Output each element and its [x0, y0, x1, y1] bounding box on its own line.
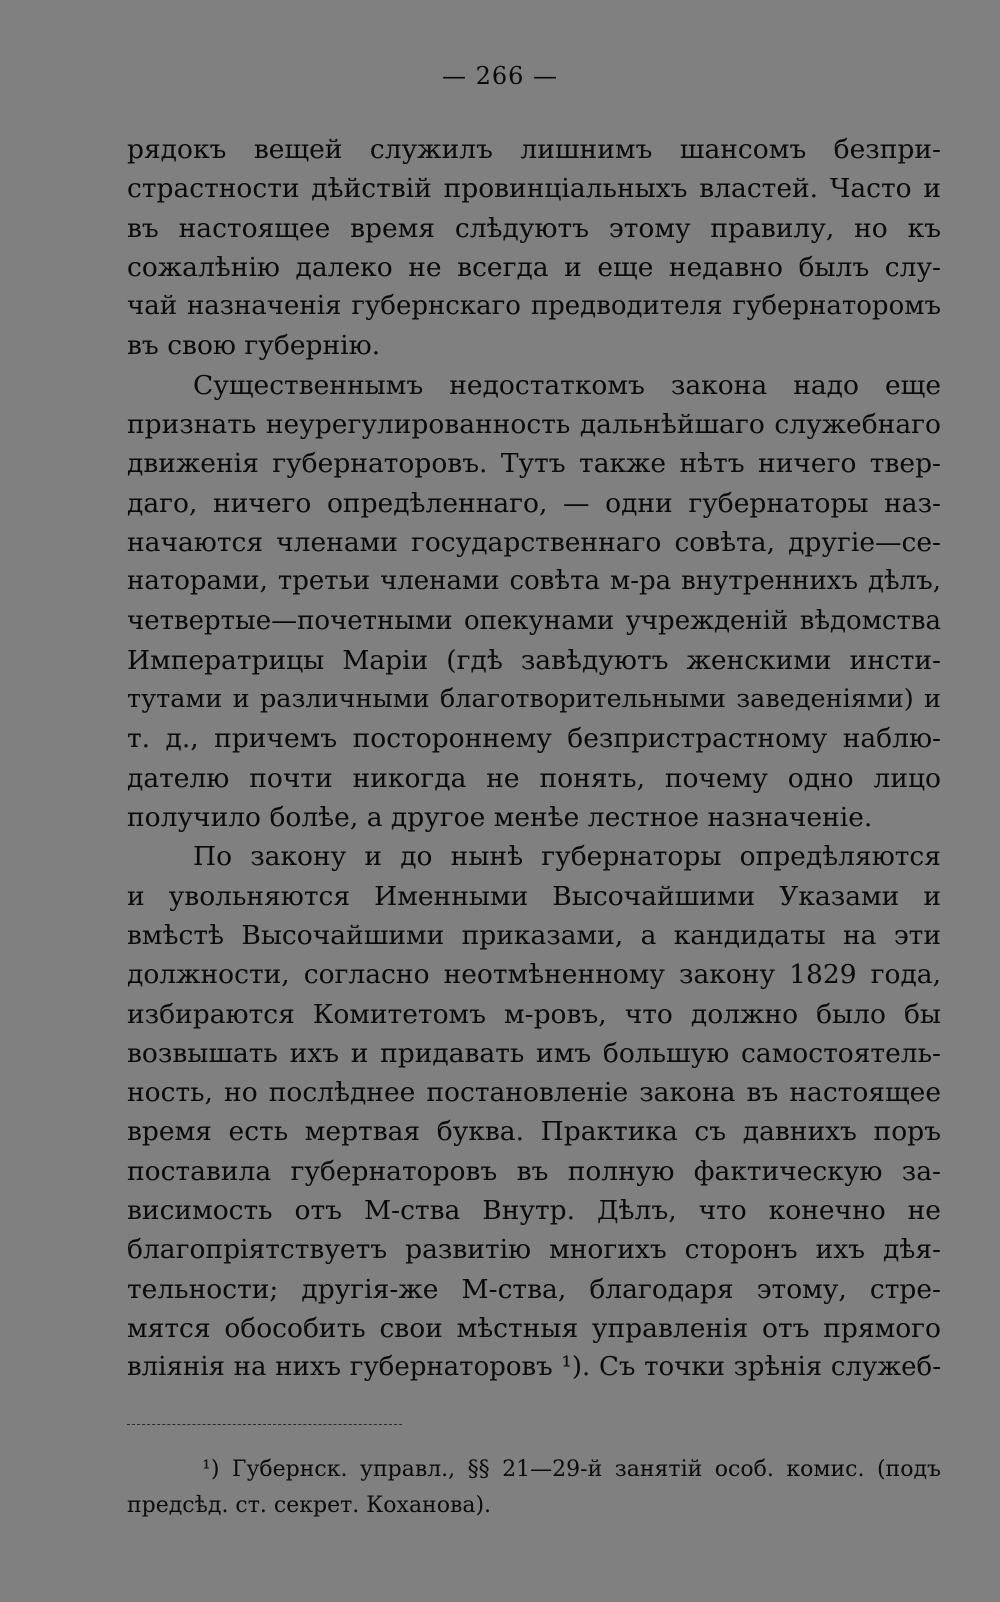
text-line: Существеннымъ недостаткомъ закона надо еще — [193, 369, 941, 401]
text-line: и увольняются Именными Высочайшими Указами и — [127, 880, 941, 912]
text-line: наторами, третьи членами совѣта м-ра внутреннихъ дѣлъ, — [127, 566, 941, 597]
text-line: благопріятствуетъ развитію многихъ сторонъ ихъ дѣя- — [127, 1234, 941, 1266]
text-line: поставила губернаторовъ въ полную фактическую за- — [127, 1155, 941, 1187]
text-line: висимость отъ М-ства Внутр. Дѣлъ, что конечно не — [127, 1195, 941, 1227]
footnote-line: ¹) Губернск. управл., §§ 21—29-й занятій особ. комис. (подъ — [202, 1457, 941, 1482]
text-line: дателю почти никогда не понять, почему одно лицо — [127, 762, 941, 794]
text-line: возвышать ихъ и придавать имъ большую самостоятель- — [127, 1037, 941, 1069]
body-text — [127, 130, 941, 1388]
text-line: получило болѣе, а другое менѣе лестное назначеніе. — [127, 802, 873, 834]
text-line: избираются Комитетомъ м-ровъ, что должно было бы — [127, 998, 941, 1030]
text-line: движенія губернаторовъ. Тутъ также нѣтъ ничего твер- — [127, 448, 941, 480]
footnotes — [127, 1452, 941, 1524]
text-line: тельности; другія-же М-ства, благодаря этому, стре- — [127, 1273, 941, 1305]
footnote-separator — [127, 1424, 402, 1425]
text-line: рядокъ вещей служилъ лишнимъ шансомъ безпри- — [127, 134, 941, 165]
text-line: начаются членами государственнаго совѣта, другіе—се- — [127, 526, 941, 558]
text-line: четвертые—почетными опекунами учрежденій вѣдомства — [127, 605, 941, 636]
text-line: мятся обособить свои мѣстныя управленія отъ прямого — [127, 1312, 941, 1344]
text-line: время есть мертвая буква. Практика съ давнихъ поръ — [127, 1116, 941, 1148]
text-line: въ настоящее время слѣдуютъ этому правилу, но къ — [127, 212, 941, 244]
text-line: должности, согласно неотмѣненному закону 1829 года, — [127, 959, 941, 991]
text-line: вліянія на нихъ губернаторовъ ¹). Съ точки зрѣнія служеб- — [127, 1352, 941, 1383]
text-line: тутами и различными благотворительными заведеніями) и — [127, 684, 941, 715]
text-line: ность, но послѣднее постановленіе закона въ настоящее — [127, 1077, 941, 1109]
page-number: — 266 — — [441, 62, 559, 90]
text-line: чай назначенія губернскаго предводителя губернаторомъ — [127, 291, 941, 322]
text-line: признать неурегулированность дальнѣйшаго служебнаго — [127, 409, 941, 441]
text-line: По закону и до нынѣ губернаторы опредѣляются — [193, 841, 941, 873]
text-line: вмѣстѣ Высочайшими приказами, а кандидаты на эти — [127, 919, 941, 951]
footnote-line: предсѣд. ст. секрет. Коханова). — [127, 1493, 492, 1518]
text-line: сожалѣнію далеко не всегда и еще недавно былъ слу- — [127, 251, 941, 283]
text-line: даго, ничего опредѣленнаго, — одни губернаторы наз- — [127, 487, 941, 519]
text-line: въ свою губернію. — [127, 330, 381, 362]
text-line: страстности дѣйствій провинціальныхъ властей. Часто и — [127, 173, 941, 205]
text-line: т. д., причемъ постороннему безпристрастному наблю- — [127, 723, 941, 755]
text-line: Императрицы Маріи (гдѣ завѣдуютъ женскими инсти- — [127, 644, 941, 676]
